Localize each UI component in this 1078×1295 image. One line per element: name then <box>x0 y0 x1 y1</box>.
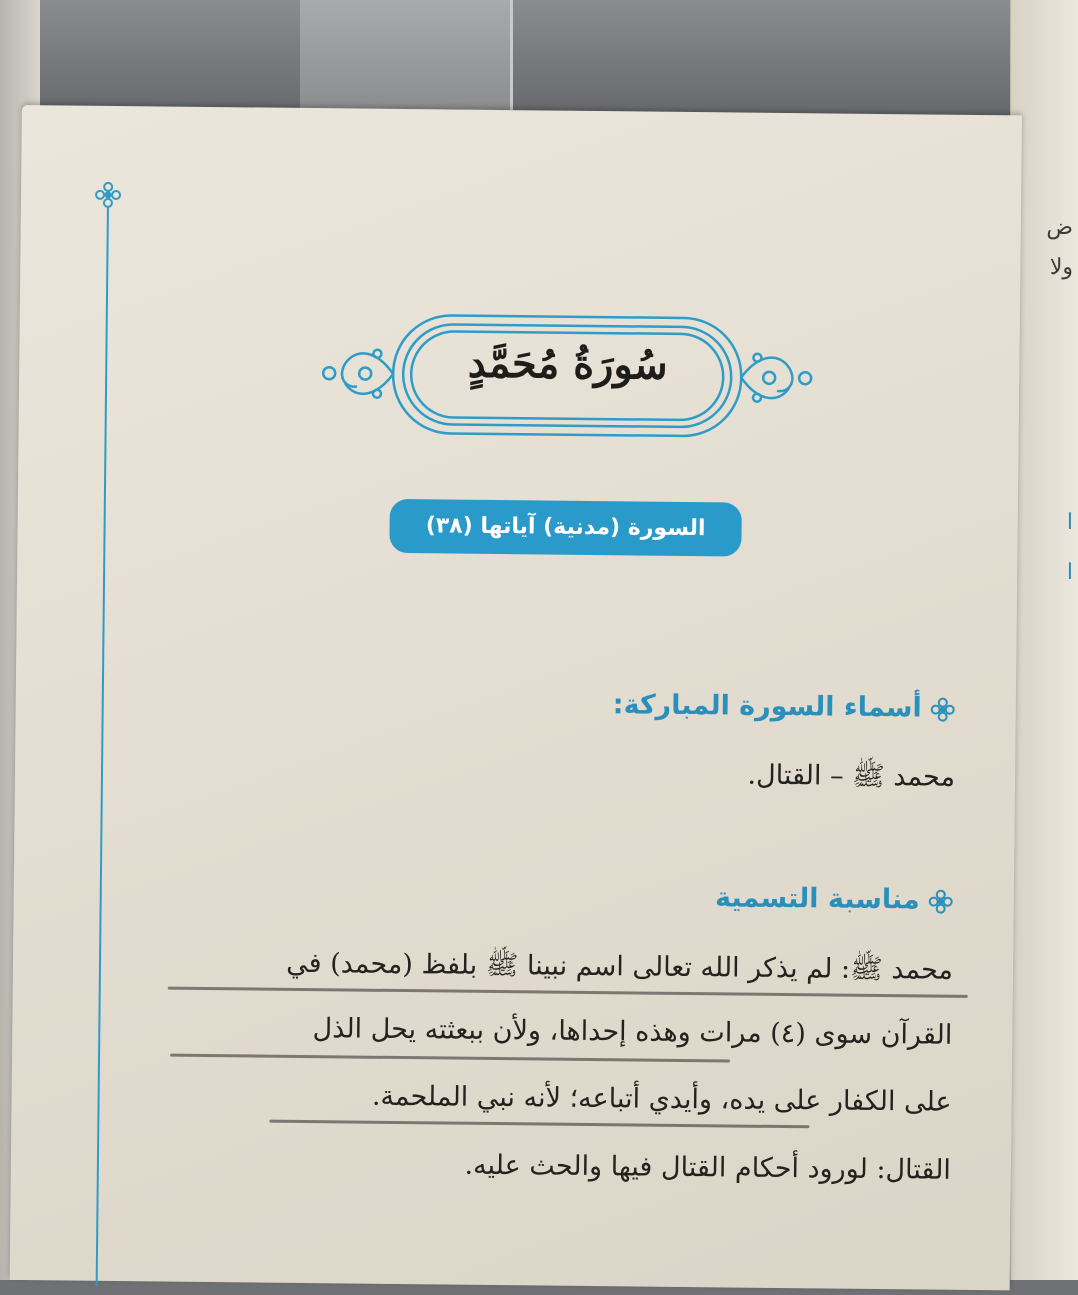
section-line: محمد ﷺ – القتال. <box>747 759 956 793</box>
facing-page-fragment: ض <box>1046 215 1073 240</box>
facing-page-fragment: ا <box>1066 510 1073 535</box>
background-panel <box>300 0 513 110</box>
facing-page-fragment: ولا <box>1049 255 1073 280</box>
title-cartouche <box>315 308 821 443</box>
section-heading <box>715 882 954 915</box>
pencil-underline <box>269 1120 809 1129</box>
section-heading <box>613 689 956 724</box>
section-heading-text: مناسبة التسمية <box>714 882 920 916</box>
floral-ornament-icon <box>928 888 954 914</box>
margin-rule <box>96 206 109 1286</box>
surah-info-badge: السورة (مدنية) آياتها (٣٨) <box>389 499 742 557</box>
section-line: على الكفار على يده، وأيدي أتباعه؛ لأنه نبي الملحمة. <box>371 1080 952 1118</box>
floral-ornament-icon <box>930 696 956 722</box>
section-line: القرآن سوى (٤) مرات وهذه إحداها، ولأن ببعثته يحل الذل <box>312 1013 953 1051</box>
surah-title: سُورَةُ مُحَمَّدٍ <box>467 339 668 389</box>
section-line: محمد ﷺ: لم يذكر الله تعالى اسم نبينا ﷺ بلفظ (محمد) في <box>286 947 954 986</box>
book-page <box>10 105 1022 1290</box>
section-line: القتال: لورود أحكام القتال فيها والحث عليه. <box>464 1149 952 1186</box>
pencil-underline <box>170 1054 730 1063</box>
section-heading-text: أسماء السورة المباركة: <box>612 689 922 724</box>
facing-page-fragment: ا <box>1066 560 1073 585</box>
